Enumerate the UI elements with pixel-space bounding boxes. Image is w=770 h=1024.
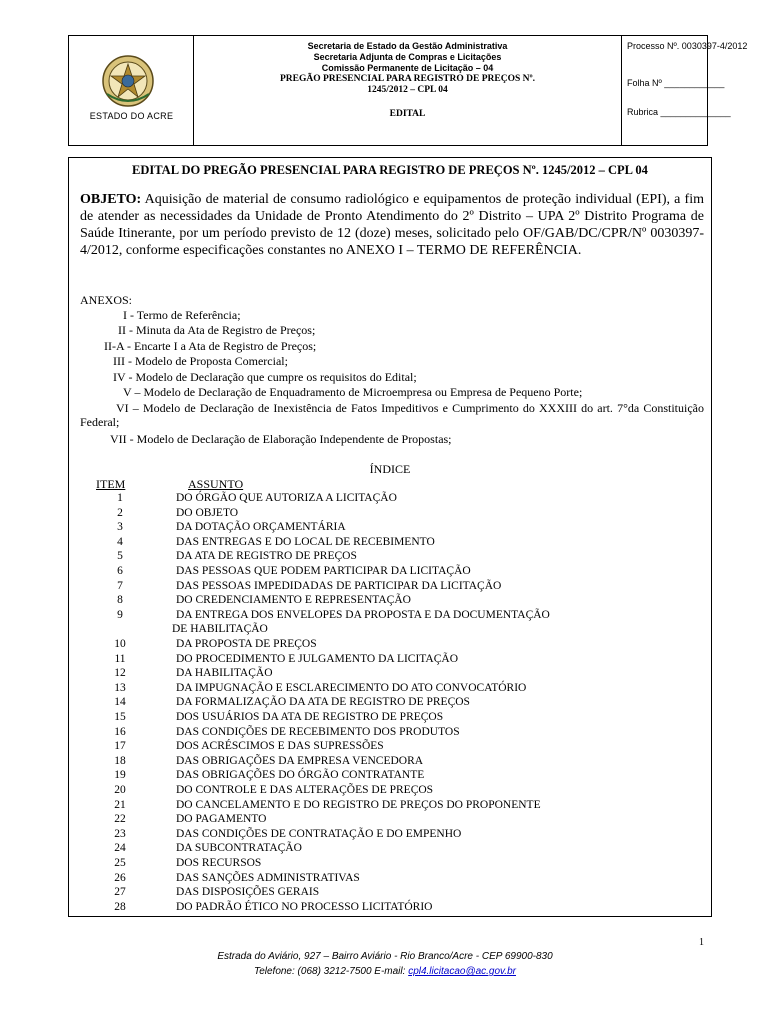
indice-row: [68, 594, 708, 609]
page-number: 1: [699, 937, 704, 948]
secretaria-name: Secretaria de Estado da Gestão Administrativa: [307, 41, 508, 51]
indice-row: [68, 755, 708, 770]
indice-item-number: 16: [114, 725, 126, 738]
anexos-heading: ANEXOS:: [80, 293, 133, 307]
indice-item-subject: DO PAGAMENTO: [176, 813, 267, 826]
objeto-paragraph: [80, 191, 704, 259]
indice-row: [68, 740, 708, 755]
header-process-cell: [622, 36, 748, 145]
edital-label: EDITAL: [389, 109, 426, 119]
indice-item-number: 5: [117, 550, 123, 563]
footer-email-link[interactable]: cpl4.licitacao@ac.gov.br: [408, 966, 516, 977]
indice-item-subject: DA DOTAÇÃO ORÇAMENTÁRIA: [176, 521, 346, 534]
document-title: EDITAL DO PREGÃO PRESENCIAL PARA REGISTRO DE PREÇOS Nº. 1245/2012 – CPL 04: [132, 163, 648, 177]
anexo-item: V – Modelo de Declaração de Enquadramento de Microempresa ou Empresa de Pequeno Porte;: [123, 385, 583, 399]
indice-row: [68, 536, 708, 551]
state-seal-icon: [101, 54, 155, 108]
indice-item-number: 19: [114, 769, 126, 782]
indice-item-number: 21: [114, 798, 126, 811]
indice-item-number: 11: [114, 652, 126, 665]
indice-item-number: 10: [114, 638, 126, 650]
indice-item-subject: DO CONTROLE E DAS ALTERAÇÕES DE PREÇOS: [176, 784, 434, 796]
footer-contact: [0, 966, 770, 977]
secretaria-adjunta-name: Secretaria Adjunta de Compras e Licitações: [313, 52, 502, 62]
indice-item-subject: DA ATA DE REGISTRO DE PREÇOS: [176, 550, 357, 563]
indice-row: [68, 828, 708, 843]
objeto-text: Aquisição de material de consumo radiológico e equipamentos de proteção individual (EPI), a fim de atender as necessidades da Unidade de Pronto Atendimento do 2º Distrito – UPA 2º Distrito Programa de Saúde Itinerante, por um período previsto de 12 (doze) meses, solicitado pelo OF/GAB/DC/CPR/Nº 0030397-4/2012, conforme especificações constantes no ANEXO I – TERMO DE REFERÊNCIA.: [80, 192, 705, 258]
indice-item-subject: DAS SANÇÕES ADMINISTRATIVAS: [176, 871, 360, 884]
header-logo-cell: [69, 36, 194, 145]
pregao-line-2: 1245/2012 – CPL 04: [367, 85, 448, 95]
comissao-name: Comissão Permanente de Licitação – 04: [321, 63, 494, 73]
indice-item-number: 12: [114, 667, 126, 680]
indice-item-subject: DO PADRÃO ÉTICO NO PROCESSO LICITATÓRIO: [176, 900, 433, 913]
indice-item-number: 26: [114, 871, 126, 884]
indice-item-number: 15: [114, 711, 126, 723]
indice-item-subject: DO OBJETO: [176, 506, 239, 519]
indice-row: [68, 842, 708, 857]
indice-column-item: ITEM: [96, 477, 126, 491]
indice-item-number: 18: [114, 754, 126, 767]
indice-item-subject: DAS OBRIGAÇÕES DO ÓRGÃO CONTRATANTE: [176, 769, 425, 782]
indice-item-number: 4: [117, 535, 123, 548]
indice-item-subject: DAS ENTREGAS E DO LOCAL DE RECEBIMENTO: [176, 535, 435, 548]
indice-row: [68, 769, 708, 784]
indice-row: [68, 521, 708, 536]
indice-item-subject: DAS OBRIGAÇÕES DA EMPRESA VENCEDORA: [176, 754, 424, 767]
header-title-cell: [194, 36, 622, 145]
anexo-item: III - Modelo de Proposta Comercial;: [113, 354, 288, 368]
indice-item-number: 28: [114, 900, 126, 913]
indice-item-subject: DAS PESSOAS IMPEDIDADAS DE PARTICIPAR DA LICITAÇÃO: [176, 579, 502, 592]
indice-row: [68, 711, 708, 726]
anexo-item: I - Termo de Referência;: [123, 308, 241, 322]
indice-item-number: 27: [114, 886, 126, 899]
indice-item-subject: DA PROPOSTA DE PREÇOS: [176, 638, 317, 650]
indice-item-subject: DO PROCEDIMENTO E JULGAMENTO DA LICITAÇÃO: [176, 652, 458, 665]
indice-item-number: 9: [117, 608, 123, 621]
indice-row: [68, 886, 708, 901]
indice-row: [68, 726, 708, 741]
indice-item-number: 7: [117, 579, 123, 592]
indice-item-subject: DO CREDENCIAMENTO E REPRESENTAÇÃO: [176, 594, 411, 607]
indice-item-number: 22: [114, 813, 126, 826]
pregao-line-1: PREGÃO PRESENCIAL PARA REGISTRO DE PREÇOS Nº.: [279, 74, 535, 84]
indice-item-subject: DO CANCELAMENTO E DO REGISTRO DE PREÇOS DO PROPONENTE: [176, 798, 541, 811]
indice-row: [68, 492, 708, 507]
indice-row: [68, 550, 708, 565]
indice-row: [68, 784, 708, 799]
anexo-item: II - Minuta da Ata de Registro de Preços;: [118, 323, 316, 337]
indice-row: [68, 580, 708, 595]
indice-item-number: 24: [114, 842, 126, 855]
indice-item-subject: DA IMPUGNAÇÃO E ESCLARECIMENTO DO ATO CONVOCATÓRIO: [176, 681, 527, 694]
anexo-item: VII - Modelo de Declaração de Elaboração Independente de Propostas;: [110, 432, 452, 446]
header-table: [68, 35, 748, 146]
indice-row: [68, 609, 708, 624]
indice-row: [68, 682, 708, 697]
indice-item-number: 2: [117, 506, 123, 519]
indice-item-number: 8: [117, 594, 123, 607]
indice-item-number: 6: [117, 565, 123, 577]
indice-item-number: 3: [117, 521, 123, 534]
indice-row: [68, 901, 708, 916]
rubrica-field: Rubrica ______________: [627, 107, 731, 117]
objeto-label: OBJETO:: [80, 192, 142, 207]
indice-item-subject: DA SUBCONTRATAÇÃO: [176, 842, 302, 855]
indice-row: [68, 507, 708, 522]
indice-row: [68, 857, 708, 872]
indice-item-subject: DAS CONDIÇÕES DE RECEBIMENTO DOS PRODUTOS: [176, 725, 460, 738]
indice-row: [68, 565, 708, 580]
indice-row: [68, 653, 708, 668]
indice-item-number: 1: [117, 492, 123, 504]
indice-item-number: 14: [114, 696, 126, 709]
indice-item-subject: DAS CONDIÇÕES DE CONTRATAÇÃO E DO EMPENHO: [176, 827, 462, 840]
folha-field: Folha Nº ____________: [627, 78, 725, 88]
indice-item-subject: DAS DISPOSIÇÕES GERAIS: [176, 886, 320, 899]
indice-row: [68, 799, 708, 814]
state-name: ESTADO DO ACRE: [89, 111, 174, 121]
indice-item-subject-continuation: DE HABILITAÇÃO: [172, 623, 268, 636]
processo-number: Processo Nº. 0030397-4/2012: [627, 41, 748, 51]
indice-heading: ÍNDICE: [369, 462, 411, 476]
indice-item-number: 25: [114, 857, 126, 869]
indice-item-number: 20: [114, 784, 126, 796]
indice-item-subject: DA FORMALIZAÇÃO DA ATA DE REGISTRO DE PREÇOS: [176, 696, 470, 709]
footer-address: Estrada do Aviário, 927 – Bairro Aviário - Rio Branco/Acre - CEP 69900-830: [217, 951, 553, 962]
indice-item-subject: DA ENTREGA DOS ENVELOPES DA PROPOSTA E DA DOCUMENTAÇÃO: [176, 608, 550, 621]
indice-item-subject: DOS USUÁRIOS DA ATA DE REGISTRO DE PREÇOS: [176, 711, 444, 723]
indice-column-assunto: ASSUNTO: [188, 477, 244, 491]
indice-row: [68, 872, 708, 887]
indice-item-number: 13: [114, 681, 126, 694]
indice-item-subject: DOS ACRÉSCIMOS E DAS SUPRESSÕES: [176, 740, 384, 753]
anexo-item: II-A - Encarte I a Ata de Registro de Preços;: [104, 339, 317, 353]
indice-row: [68, 667, 708, 682]
indice-item-subject: DOS RECURSOS: [176, 857, 262, 869]
indice-item-subject: DAS PESSOAS QUE PODEM PARTICIPAR DA LICITAÇÃO: [176, 565, 471, 577]
indice-row: [68, 638, 708, 653]
indice-row: [68, 813, 708, 828]
footer-phone: Telefone: (068) 3212-7500 E-mail:: [254, 966, 406, 977]
anexo-item: IV - Modelo de Declaração que cumpre os requisitos do Edital;: [113, 370, 417, 384]
indice-row: [68, 696, 708, 711]
indice-item-number: 23: [114, 827, 126, 840]
indice-item-subject: DA HABILITAÇÃO: [176, 667, 273, 680]
indice-item-number: 17: [114, 740, 126, 753]
anexo-item: VI – Modelo de Declaração de Inexistência de Fatos Impeditivos e Cumprimento do XXXIII do art. 7°da Constituição Federal;: [80, 401, 704, 429]
indice-item-subject: DO ÓRGÃO QUE AUTORIZA A LICITAÇÃO: [176, 492, 397, 504]
